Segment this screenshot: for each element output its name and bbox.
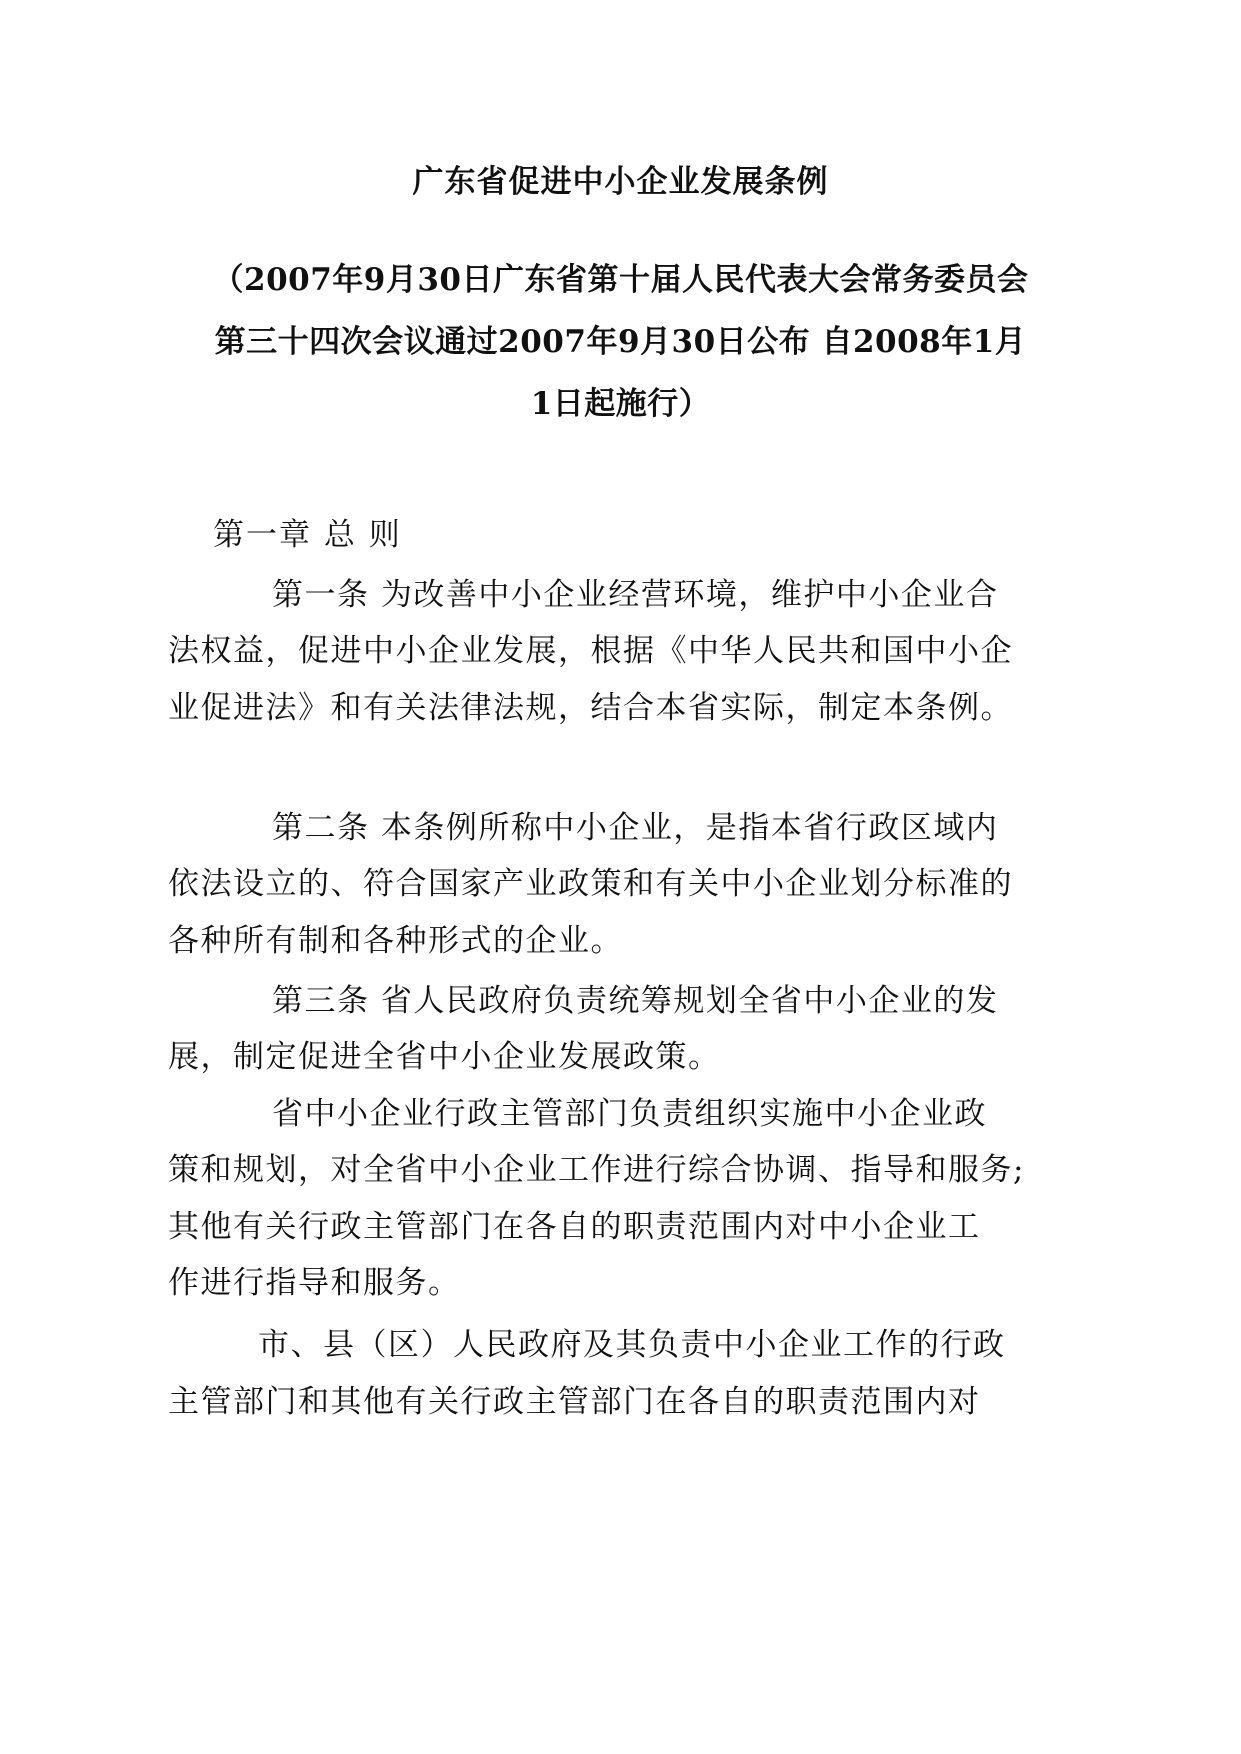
document-title: 广东省促进中小企业发展条例 <box>412 164 829 200</box>
article-1-line-1: 第一条 为改善中小企业经营环境，维护中小企业合 <box>272 577 999 613</box>
article-1-line-2: 法权益，促进中小企业发展，根据《中华人民共和国中小企 <box>168 633 1013 669</box>
article-3-para-2-line-4: 作进行指导和服务。 <box>168 1265 461 1301</box>
article-3-para-2-line-2: 策和规划，对全省中小企业工作进行综合协调、指导和服务; <box>168 1152 1025 1188</box>
article-3-para-2-line-1: 省中小企业行政主管部门负责组织实施中小企业政 <box>272 1096 987 1132</box>
subtitle-line-2: 第三十四次会议通过2007年9月30日公布 自2008年1月 <box>214 324 1027 360</box>
article-3-line-2: 展，制定促进全省中小企业发展政策。 <box>168 1039 721 1075</box>
article-3-para-3-line-2: 主管部门和其他有关行政主管部门在各自的职责范围内对 <box>168 1384 981 1420</box>
subtitle-line-1: （2007年9月30日广东省第十届人民代表大会常务委员会 <box>212 262 1029 298</box>
article-2-line-1: 第二条 本条例所称中小企业，是指本省行政区域内 <box>272 810 999 846</box>
article-3-line-1: 第三条 省人民政府负责统筹规划全省中小企业的发 <box>272 983 999 1019</box>
article-1-line-3: 业促进法》和有关法律法规，结合本省实际，制定本条例。 <box>168 690 1013 726</box>
article-3-para-3-line-1: 市、县（区）人民政府及其负责中小企业工作的行政 <box>258 1327 1006 1363</box>
article-2-line-3: 各种所有制和各种形式的企业。 <box>168 923 623 959</box>
chapter-heading: 第一章 总 则 <box>213 517 402 553</box>
article-3-para-2-line-3: 其他有关行政主管部门在各自的职责范围内对中小企业工 <box>168 1209 981 1245</box>
subtitle-line-3: 1日起施行） <box>530 386 711 422</box>
article-2-line-2: 依法设立的、符合国家产业政策和有关中小企业划分标准的 <box>168 866 1013 902</box>
